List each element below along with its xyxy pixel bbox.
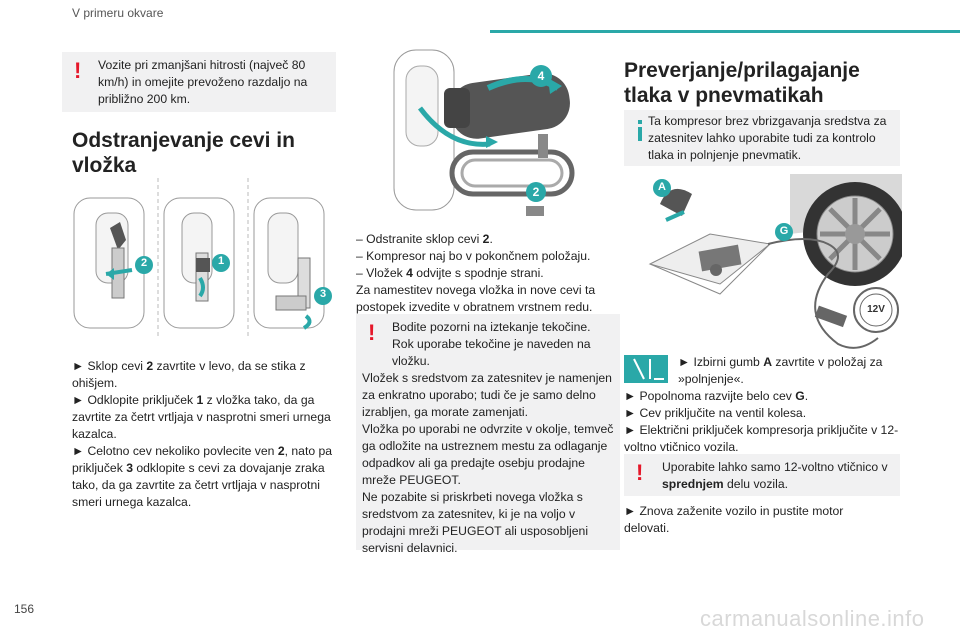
heading-tyre-pressure: Preverjanje/prilagajanje tlaka v pnevmatikah xyxy=(624,59,860,107)
compressor-inflation-illustration xyxy=(640,174,902,350)
restart-step: ► Znova zaženite vozilo in pustite motor delovati. xyxy=(624,504,844,535)
step-valve: ► Cev priključite na ventil kolesa. xyxy=(624,406,807,420)
step-g: ► Popolnoma razvijte belo cev G. xyxy=(624,389,809,403)
list-item-3: – Vložek 4 odvijte s spodnje strani. xyxy=(356,266,544,280)
callout-1: 1 xyxy=(217,255,225,267)
col1-steps xyxy=(72,358,340,511)
info-box-compressor xyxy=(624,110,900,166)
cartridge-removal-illustration xyxy=(380,48,620,218)
step-3: ► Celotno cev nekoliko povlecite ven 2, nato pa priključek 3 odklopite s cevi za dovajanje zraka tako, da ga zavrtite za četrt vrtljaja v nasprotni smeri urnega kazalca. xyxy=(72,444,333,509)
warning-icon: ! xyxy=(74,58,82,83)
callout-3: 3 xyxy=(319,288,327,300)
page-number: 156 xyxy=(14,602,35,616)
warning-text: Vozite pri zmanjšani hitrosti (največ 80 km/h) in omejite prevoženo razdaljo na približno 200 km. xyxy=(98,58,308,106)
warning2-text: Bodite pozorni na iztekanje tekočine. Rok uporabe tekočine je naveden na vložku. Vložek s sredstvom za zatesnitev je namenjen za enkratno uporabo; tudi če je samo delno izrabljen, ga morate zamenjati. Vložka po uporabi ne odvrzite v okolje, temveč ga odložite na ustreznem mestu za odlaganje odpadkov ali ga predajte osebju prodajne mreže PEUGEOT. Ne pozabite si priskrbeti novega vložka s sredstvom za zatesnitev, ki je na voljo v prodajni mreži PEUGEOT ali usposobljeni servisni delavnici. xyxy=(362,320,614,555)
warning-icon: ! xyxy=(636,460,644,485)
warning-box-fluid xyxy=(356,314,620,555)
callout-A: A xyxy=(658,181,666,193)
list-item-1: – Odstranite sklop cevi 2. xyxy=(356,232,493,246)
heading-remove-hose: Odstranjevanje cevi in vložka xyxy=(72,129,295,177)
hose-removal-illustration xyxy=(72,178,342,338)
section-title: V primeru okvare xyxy=(72,6,164,20)
watermark: carmanualsonline.info xyxy=(700,606,925,631)
warning-box-speed xyxy=(62,52,336,112)
warning-icon: ! xyxy=(368,320,376,345)
col3-steps xyxy=(624,354,902,456)
callout-2: 2 xyxy=(140,257,148,269)
step-a: ► Izbirni gumb A zavrtite v položaj za »polnjenje«. xyxy=(678,355,883,386)
reinstall-paragraph: Za namestitev novega vložka in nove cevi ta postopek izvedite v obratnem vrstnem redu. xyxy=(356,283,596,314)
col2-text xyxy=(356,231,622,316)
list-item-2: – Kompresor naj bo v pokončnem položaju. xyxy=(356,249,591,263)
info-icon xyxy=(638,120,642,140)
callout-G: G xyxy=(779,225,789,237)
step-1: ► Sklop cevi 2 zavrtite v levo, da se stika z ohišjem. xyxy=(72,359,306,390)
step-socket: ► Električni priključek kompresorja priključite v 12-voltno vtičnico vozila. xyxy=(624,423,899,454)
warning-box-socket xyxy=(624,454,900,496)
callout-4: 4 xyxy=(537,69,545,83)
plug-label: 12V xyxy=(867,304,885,315)
header-accent-bar xyxy=(490,30,960,33)
warning3-text: Uporabite lahko samo 12-voltno vtičnico v sprednjem delu vozila. xyxy=(662,460,888,491)
info-text: Ta kompresor brez vbrizgavanja sredstva za zatesnitev lahko uporabite tudi za kontrolo tlaka in polnjenje pnevmatik. xyxy=(648,114,887,162)
step-2: ► Odklopite priključek 1 z vložka tako, da ga zavrtite za četrt vrtljaja v nasprotni smeri urnega kazalca. xyxy=(72,393,331,441)
callout-2b: 2 xyxy=(532,185,540,199)
